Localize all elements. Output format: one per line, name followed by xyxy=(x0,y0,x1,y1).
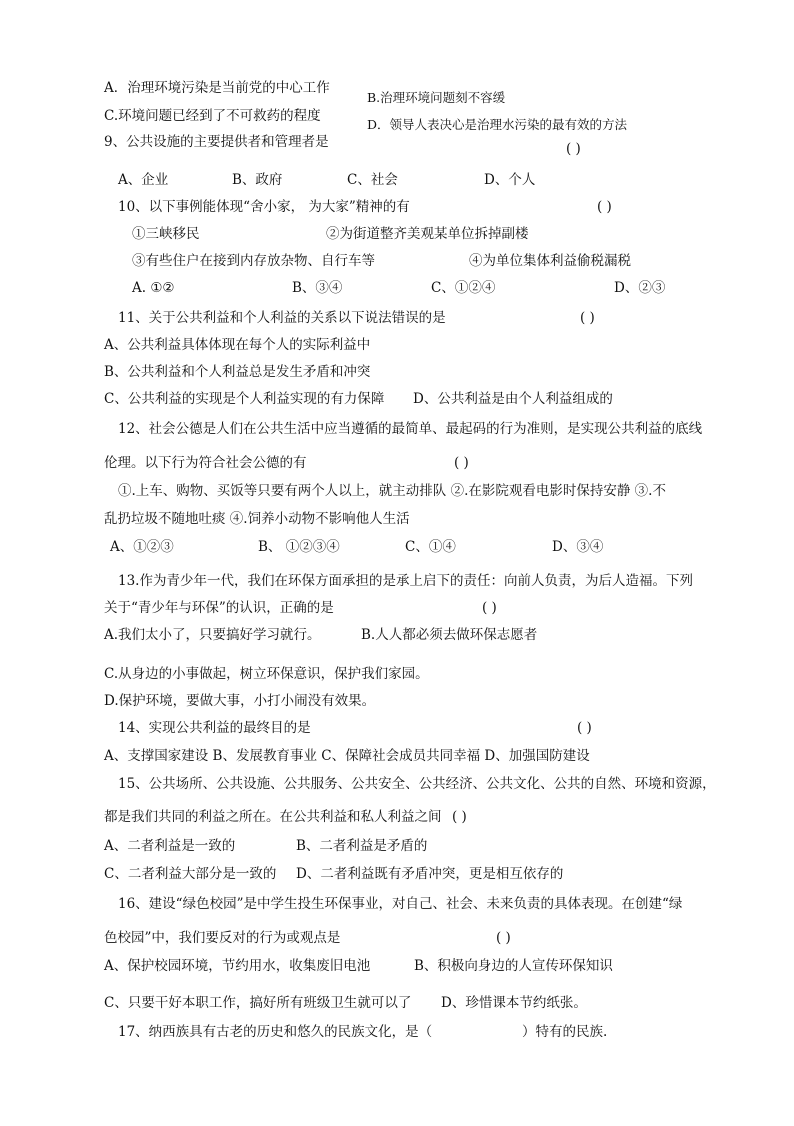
q16-answer-paren: ( ) xyxy=(496,930,511,946)
q15-option-c: C、二者利益大部分是一致的 xyxy=(104,866,277,882)
q11-option-a: A、公共利益具体体现在每个人的实际利益中 xyxy=(104,337,371,353)
q15-stem-line1: 15、公共场所、公共设施、公共服务、公共安全、公共经济、公共文化、公共的自然、环境和资源， xyxy=(118,776,716,792)
q13-answer-paren: ( ) xyxy=(482,600,497,616)
q12-option-a: A、①②③ xyxy=(110,539,174,555)
q9-option-b: B、政府 xyxy=(232,172,283,188)
q10-item-2: ②为街道整齐美观某单位拆掉副楼 xyxy=(326,226,529,242)
q12-answer-paren: ( ) xyxy=(454,455,469,471)
q15-answer-paren: ( ) xyxy=(452,809,467,825)
q13-option-c: C.从身边的小事做起，树立环保意识，保护我们家园。 xyxy=(104,666,429,682)
q16-option-d: D、珍惜课本节约纸张。 xyxy=(441,995,587,1011)
q12-option-b: B、 ①②③④ xyxy=(258,539,340,555)
q16-option-a: A、保护校园环境，节约用水，收集废旧电池 xyxy=(104,958,371,974)
q10-item-4: ④为单位集体利益偷税漏税 xyxy=(469,253,631,269)
q14-answer-paren: ( ) xyxy=(577,720,592,736)
q16-option-b: B、积极向身边的人宣传环保知识 xyxy=(414,958,613,974)
q15-option-a: A、二者利益是一致的 xyxy=(104,838,236,854)
q8-option-a: A．治理环境污染是当前党的中心工作 xyxy=(104,80,330,96)
q16-stem-line1: 16、建设“绿色校园”是中学生投生环保事业，对自己、社会、未来负责的具体表现。在创建“绿 xyxy=(118,896,683,912)
q10-stem: 10、以下事例能体现“舍小家， 为大家”精神的有 xyxy=(118,199,410,215)
q9-stem: 9、公共设施的主要提供者和管理者是 xyxy=(104,134,329,150)
q11-option-c: C、公共利益的实现是个人利益实现的有力保障 xyxy=(104,391,385,407)
q10-option-c: C、①②④ xyxy=(431,280,496,296)
q8-option-d: D．领导人表决心是治理水污染的最有效的方法 xyxy=(367,117,628,132)
q10-item-1: ①三峡移民 xyxy=(132,226,200,242)
q16-option-c: C、只要干好本职工作，搞好所有班级卫生就可以了 xyxy=(104,995,412,1011)
q12-option-d: D、③④ xyxy=(552,539,604,555)
q9-option-d: D、个人 xyxy=(484,172,536,188)
q16-stem-line2: 色校园”中，我们要反对的行为或观点是 xyxy=(104,930,341,946)
q11-answer-paren: ( ) xyxy=(580,310,595,326)
q15-stem-line2: 都是我们共同的利益之所在。在公共利益和私人利益之间 xyxy=(104,809,442,825)
q12-option-c: C、①④ xyxy=(405,539,456,555)
q13-option-b: B.人人都必须去做环保志愿者 xyxy=(361,627,538,643)
q10-option-a: A. ①② xyxy=(132,280,175,296)
q9-option-a: A、企业 xyxy=(118,172,169,188)
q8-answer-paren: ( ) xyxy=(566,141,581,157)
q10-item-3: ③有些住户在接到内存放杂物、自行车等 xyxy=(132,253,375,269)
q13-option-a: A.我们太小了，只要搞好学习就行。 xyxy=(104,627,321,643)
q17-stem-end: ）特有的民族. xyxy=(522,1024,608,1040)
q12-stem-line2: 伦理。以下行为符合社会公德的有 xyxy=(104,455,307,471)
q10-option-b: B、③④ xyxy=(292,280,343,296)
q11-stem: 11、关于公共利益和个人利益的关系以下说法错误的是 xyxy=(118,310,446,326)
q11-option-d: D、公共利益是由个人利益组成的 xyxy=(413,391,613,407)
q17-stem-start: 17、纳西族具有古老的历史和悠久的民族文化，是（ xyxy=(118,1024,433,1040)
q13-option-d: D.保护环境，要做大事，小打小闹没有效果。 xyxy=(104,693,376,709)
q15-option-d: D、二者利益既有矛盾冲突，更是相互依存的 xyxy=(296,866,564,882)
q14-stem: 14、实现公共利益的最终目的是 xyxy=(118,720,311,736)
q10-answer-paren: ( ) xyxy=(597,199,612,215)
q10-option-d: D、②③ xyxy=(614,280,666,296)
q14-options: A、支撑国家建设 B、发展教育事业 C、保障社会成员共同幸福 D、加强国防建设 xyxy=(104,748,590,764)
q8-option-b: B.治理环境问题刻不容缓 xyxy=(367,90,506,105)
q11-option-b: B、公共利益和个人利益总是发生矛盾和冲突 xyxy=(104,364,371,380)
q12-items-line1: ①.上车、购物、买饭等只要有两个人以上，就主动排队 ②.在影院观看电影时保持安静 ③.不 xyxy=(118,483,666,499)
q8-option-c: C.环境问题已经到了不可救药的程度 xyxy=(104,108,321,124)
q13-stem-line1: 13.作为青少年一代，我们在环保方面承担的是承上启下的责任：向前人负责，为后人造福。下列 xyxy=(118,573,693,589)
q13-stem-line2: 关于“青少年与环保”的认识，正确的是 xyxy=(104,600,334,616)
q12-stem-line1: 12、社会公德是人们在公共生活中应当遵循的最简单、最起码的行为准则，是实现公共利益的底线 xyxy=(118,421,703,437)
q12-items-line2: 乱扔垃圾不随地吐痰 ④.饲养小动物不影响他人生活 xyxy=(104,511,410,527)
q15-option-b: B、二者利益是矛盾的 xyxy=(296,838,428,854)
q9-option-c: C、社会 xyxy=(347,172,398,188)
